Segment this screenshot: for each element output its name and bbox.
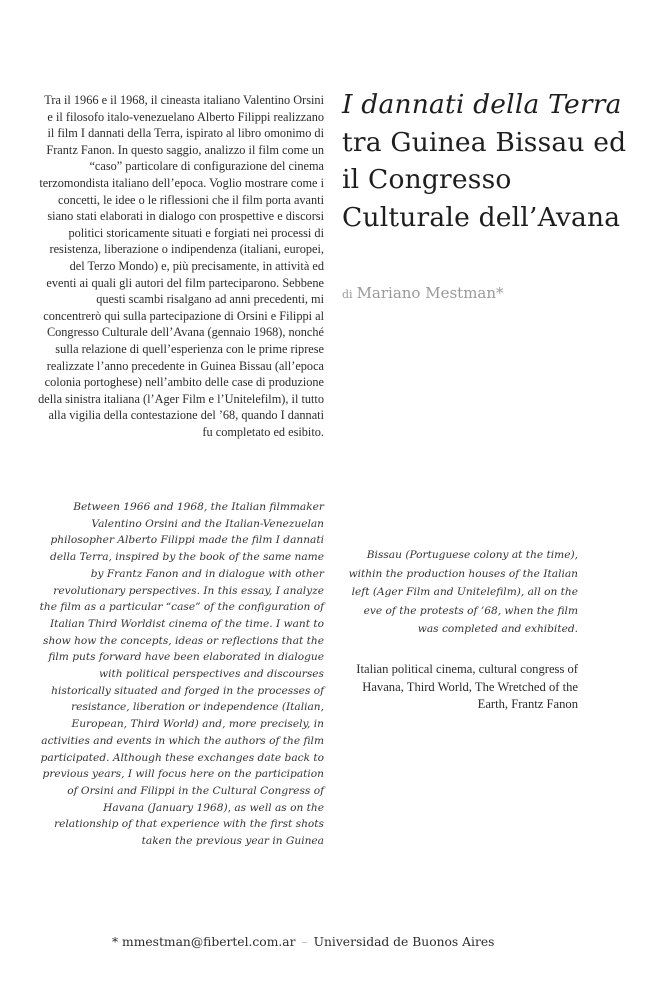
author-prefix: di: [342, 288, 353, 301]
footnote: [112, 935, 542, 949]
abstract-italian: Tra il 1966 e il 1968, il cineasta italiano Valentino Orsini e il filosofo italo-venezuelano Alberto Filippi realizzano il film I dannati della Terra, ispirato al libro omonimo di Frantz Fanon. In questo saggio, analizzo il film come un “caso” particolare di configurazione del cinema terzomondista italiano dell’epoca. Voglio mostrare come i concetti, le idee o le riflessioni che il film porta avanti siano stati elaborati in dialogo con prospettive e discorsi politici storicamente situati e forgiati nei processi di resistenza, liberazione o indipendenza (italiani, europei, del Terzo Mondo) e, più precisamente, in attività ed eventi ai quali gli autori del film parteciparono. Sebbene questi scambi risalgano ad anni precedenti, mi concentrerò qui sulla partecipazione di Orsini e Filippi al Congresso Culturale dell’Avana (gennaio 1968), nonché sulla relazione di quell’esperienza con le prime riprese realizzate l’anno precedente in Guinea Bissau (all’epoca colonia portoghese) nell’ambito delle case di produzione della sinistra italiana (l’Ager Film e l’Unitelefilm), il tutto alla vigilia della contestazione del ’68, quando I dannati fu completato ed esibito.: [38, 93, 324, 439]
article-title: [342, 86, 642, 236]
author-line: [342, 284, 504, 302]
footnote-affiliation: Universidad de Buonos Aires: [313, 935, 495, 949]
author-name: Mariano Mestman*: [356, 284, 504, 302]
title-rest: tra Guinea Bissau ed il Congresso Culturale dell’Avana: [342, 126, 627, 233]
title-italic-part: I dannati della Terra: [342, 89, 622, 120]
footnote-separator: –: [301, 935, 308, 949]
footnote-email: * mmestman@fibertel.com.ar: [112, 935, 296, 949]
abstract-english: Between 1966 and 1968, the Italian filmmaker Valentino Orsini and the Italian-Venezuelan philosopher Alberto Filippi made the film I dannati della Terra, inspired by the book of the same name by Frantz Fanon and in dialogue with other revolutionary perspectives. In this essay, I analyze the film as a particular “case” of the configuration of Italian Third Worldist cinema of the time. I want to show how the concepts, ideas or reflections that the film puts forward have been elaborated in dialogue with political perspectives and discourses historically situated and forged in the processes of resistance, liberation or independence (Italian, European, Third World) and, more precisely, in activities and events in which the authors of the film participated. Although these exchanges date back to previous years, I will focus here on the participation of Orsini and Filippi in the Cultural Congress of Havana (January 1968), as well as on the relationship of that experience with the first shots taken the previous year in Guinea: [39, 501, 324, 848]
keywords: Italian political cinema, cultural congress of Havana, Third World, The Wretched of the Earth, Frantz Fanon: [356, 662, 578, 711]
abstract-english-continued: Bissau (Portuguese colony at the time), within the production houses of the Italian left (Ager Film and Unitelefilm), all on the eve of the protests of ’68, when the film was completed and exhibited.: [348, 549, 578, 636]
